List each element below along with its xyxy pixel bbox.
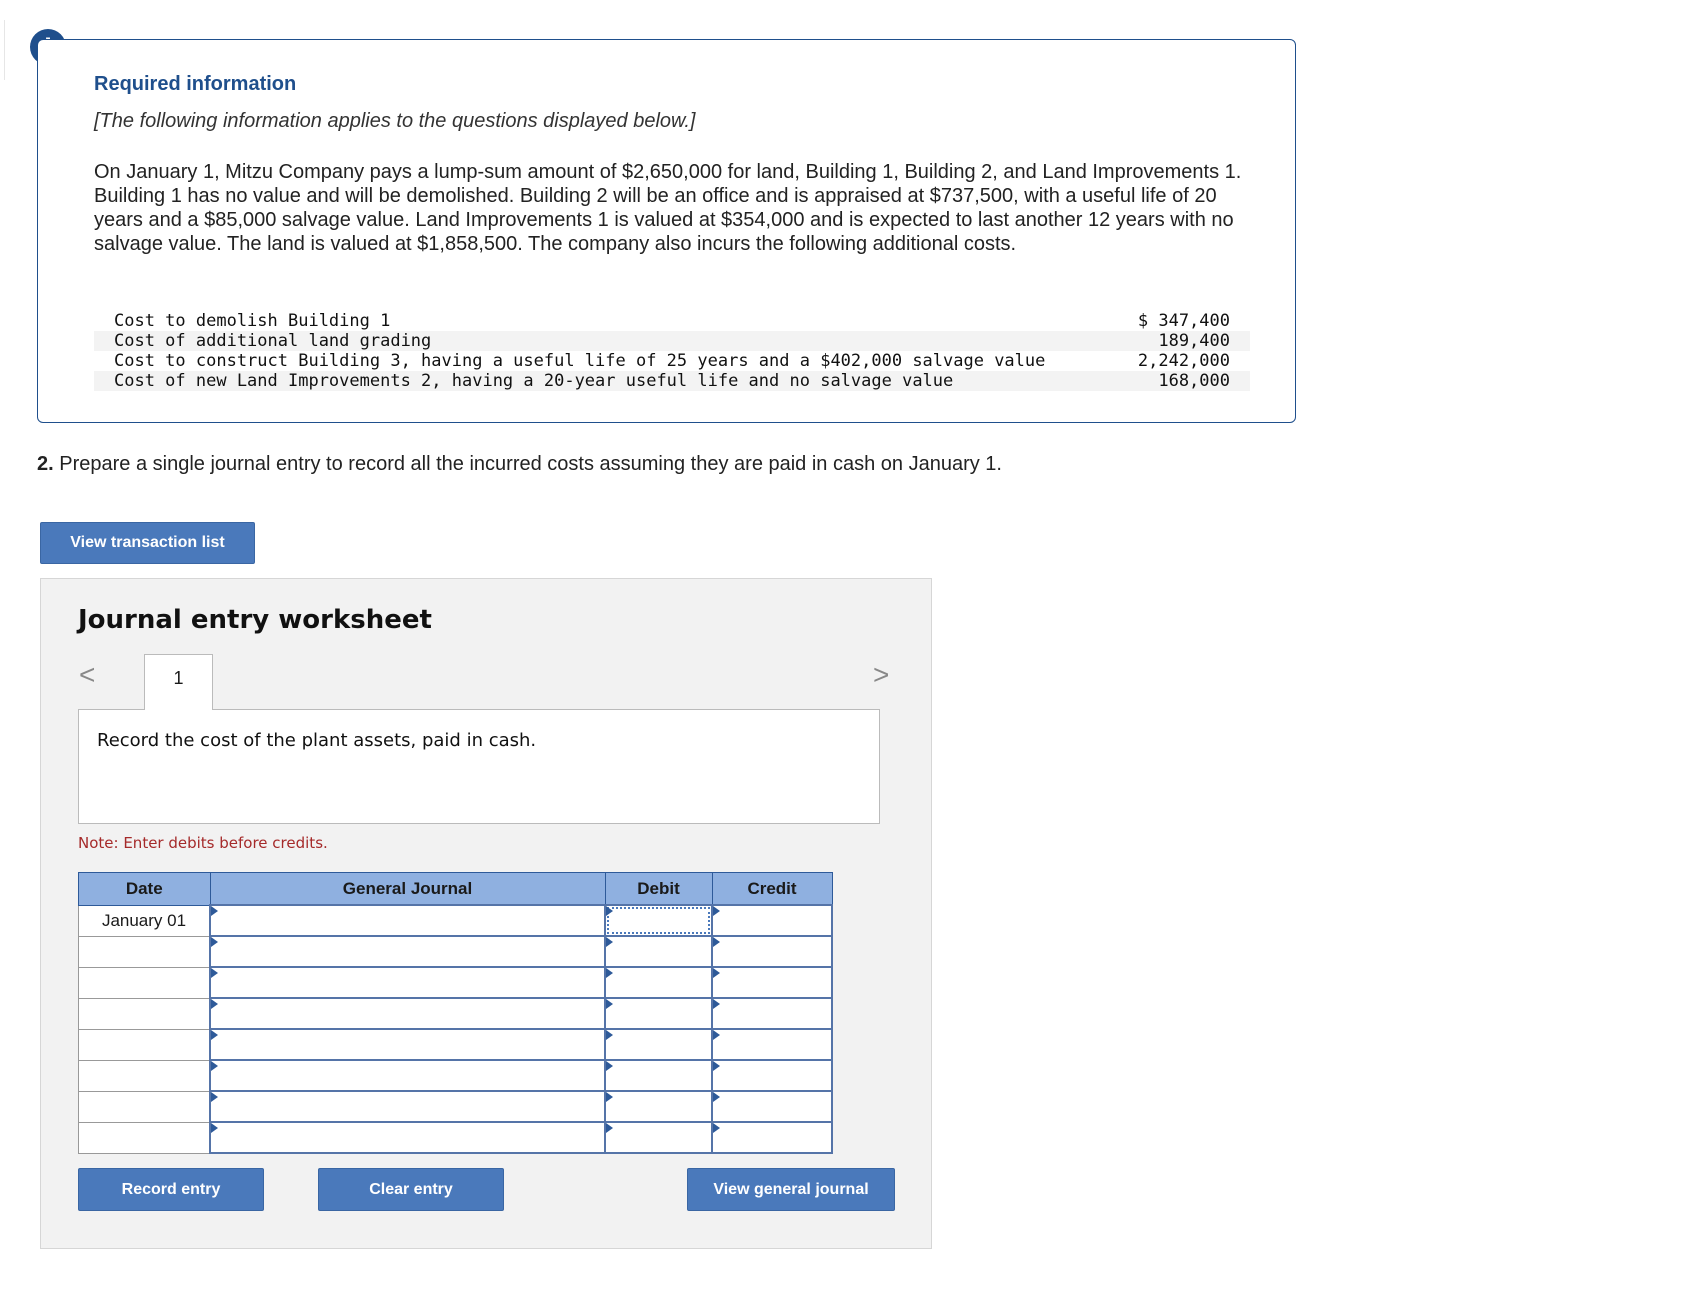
dropdown-marker-icon [606,1092,613,1102]
dropdown-marker-icon [606,906,613,916]
date-cell [79,998,211,1029]
dropdown-marker-icon [211,968,218,978]
chevron-left-icon[interactable]: < [79,659,96,690]
entry-description-box [78,709,880,824]
dropdown-marker-icon [606,1061,613,1071]
debit-input[interactable] [605,1091,712,1122]
credit-input[interactable] [712,967,832,998]
dropdown-marker-icon [211,906,218,916]
dropdown-marker-icon [606,968,613,978]
cost-amount: 2,242,000 [1137,351,1230,371]
account-input[interactable] [210,1060,605,1091]
dropdown-marker-icon [713,1123,720,1133]
debit-input[interactable] [605,1122,712,1153]
account-input[interactable] [210,1122,605,1153]
cost-row [94,351,1250,371]
debit-input[interactable] [605,967,712,998]
credit-input[interactable] [712,1122,832,1153]
cost-amount: 168,000 [1112,371,1250,391]
date-cell [79,1091,211,1122]
cost-amount: $ 347,400 [1137,311,1230,331]
credit-input[interactable] [712,1060,832,1091]
account-input[interactable] [210,905,605,936]
cost-label: Cost to construct Building 3, having a useful life of 25 years and a $402,000 salvage value [114,351,1046,371]
credit-input[interactable] [712,936,832,967]
cost-label: Cost of new Land Improvements 2, having a 20-year useful life and no salvage value [94,371,1112,391]
dropdown-marker-icon [211,1092,218,1102]
journal-row [79,1060,833,1091]
cost-row [94,331,1250,351]
header-general-journal: General Journal [210,873,605,906]
view-transaction-list-button[interactable]: View transaction list [40,522,255,564]
journal-row [79,936,833,967]
dropdown-marker-icon [211,1061,218,1071]
account-input[interactable] [210,936,605,967]
left-rail [0,20,5,80]
dropdown-marker-icon [606,1030,613,1040]
date-cell: January 01 [79,905,211,936]
debit-input[interactable] [605,1029,712,1060]
view-general-journal-button[interactable]: View general journal [687,1168,895,1211]
journal-row [79,1091,833,1122]
dropdown-marker-icon [713,906,720,916]
account-input[interactable] [210,998,605,1029]
required-info-title: Required information [94,73,297,95]
journal-row [79,905,833,936]
question-text [37,453,1002,476]
date-cell [79,967,211,998]
entry-description: Record the cost of the plant assets, paid in cash. [97,730,537,751]
dropdown-marker-icon [211,937,218,947]
dropdown-marker-icon [713,937,720,947]
tab-entry-1[interactable]: 1 [144,654,213,710]
credit-input[interactable] [712,1029,832,1060]
date-cell [79,1029,211,1060]
additional-costs-table [94,311,1250,391]
dropdown-marker-icon [606,937,613,947]
date-cell [79,1060,211,1091]
worksheet-title: Journal entry worksheet [78,605,432,635]
debit-input[interactable] [605,936,712,967]
cost-amount: 189,400 [1112,331,1250,351]
date-cell [79,936,211,967]
debit-input[interactable] [605,905,712,936]
cost-row [94,371,1250,391]
header-debit: Debit [605,873,712,906]
dropdown-marker-icon [606,999,613,1009]
dropdown-marker-icon [713,999,720,1009]
question-body: Prepare a single journal entry to record all the incurred costs assuming they are paid in cash on January 1. [53,453,1002,475]
required-info-subtitle: [The following information applies to the questions displayed below.] [94,110,696,132]
account-input[interactable] [210,1029,605,1060]
dropdown-marker-icon [713,1061,720,1071]
journal-entry-worksheet [40,578,932,1249]
date-cell [79,1122,211,1153]
credit-input[interactable] [712,1091,832,1122]
dropdown-marker-icon [211,1123,218,1133]
dropdown-marker-icon [211,999,218,1009]
dropdown-marker-icon [713,1030,720,1040]
required-info-body: On January 1, Mitzu Company pays a lump-sum amount of $2,650,000 for land, Building 1, Building 2, and Land Improvements 1. Building 1 has no value and will be demolished. Building 2 will be an office and is appraised at $737,500, with a useful life of 20 years and a $85,000 salvage value. Land Improvements 1 is valued at $354,000 and is expected to last another 12 years with no salvage value. The land is valued at $1,858,500. The company also incurs the following additional costs. [94,161,1242,255]
credit-input[interactable] [712,998,832,1029]
entry-note: Note: Enter debits before credits. [78,834,328,852]
header-credit: Credit [712,873,832,906]
header-date: Date [79,873,211,906]
account-input[interactable] [210,967,605,998]
debit-input[interactable] [605,1060,712,1091]
journal-row [79,1029,833,1060]
cost-label: Cost to demolish Building 1 [114,311,391,331]
cost-row [94,311,1250,331]
account-input[interactable] [210,1091,605,1122]
journal-row [79,998,833,1029]
journal-row [79,967,833,998]
record-entry-button[interactable]: Record entry [78,1168,264,1211]
dropdown-marker-icon [713,968,720,978]
dropdown-marker-icon [606,1123,613,1133]
question-number: 2. [37,453,54,475]
dropdown-marker-icon [211,1030,218,1040]
journal-row [79,1122,833,1153]
required-information-panel [37,39,1296,423]
debit-input[interactable] [605,998,712,1029]
clear-entry-button[interactable]: Clear entry [318,1168,504,1211]
cost-label: Cost of additional land grading [94,331,1112,351]
journal-table [78,872,833,1154]
chevron-right-icon[interactable]: > [873,659,890,690]
dropdown-marker-icon [713,1092,720,1102]
credit-input[interactable] [712,905,832,936]
